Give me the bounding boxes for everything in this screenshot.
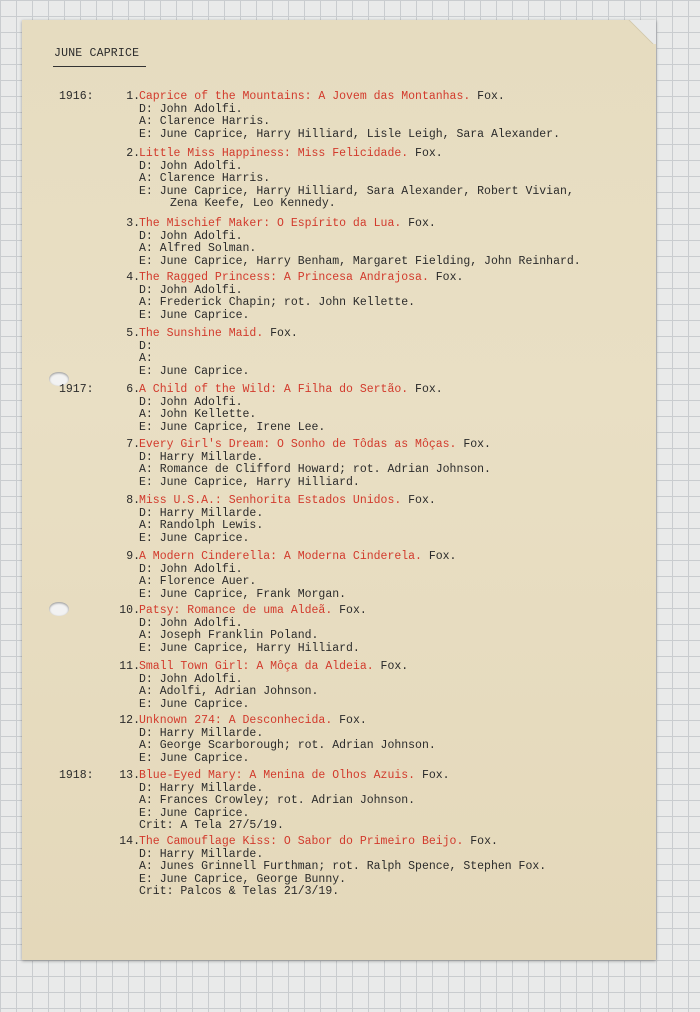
credit-line: E: June Caprice. <box>139 364 250 378</box>
credit-line: A: Clarence Harris. <box>139 115 271 129</box>
credit-line: D: Harry Millarde. <box>139 781 264 795</box>
film-studio: Fox. <box>332 604 367 617</box>
film-studio: Fox. <box>373 660 409 673</box>
film-title-line <box>139 147 443 160</box>
film-title-line <box>139 660 408 673</box>
credit-line: E: June Caprice, Irene Lee. <box>139 420 326 434</box>
film-title: Caprice of the Mountains: A Jovem das Montanhas. <box>139 90 471 103</box>
film-title-line <box>139 438 491 451</box>
credit-line: E: June Caprice. <box>139 531 250 545</box>
film-studio: Fox. <box>463 835 498 848</box>
film-studio: Fox. <box>401 217 436 230</box>
film-title: Every Girl's Dream: O Sonho de Tôdas as Môças. <box>139 438 457 451</box>
film-studio: Fox. <box>408 383 443 396</box>
credit-line: A: Romance de Clifford Howard; rot. Adrian Johnson. <box>139 463 491 477</box>
credit-line: A: Alfred Solman. <box>139 242 257 256</box>
credit-line: A: Adolfi, Adrian Johnson. <box>139 685 319 699</box>
film-title-line <box>139 604 367 617</box>
credit-line: A: <box>139 352 153 366</box>
credit-line: A: Clarence Harris. <box>139 172 271 186</box>
film-studio: Fox. <box>401 494 436 507</box>
credit-line: D: Harry Millarde. <box>139 726 264 740</box>
film-title: Little Miss Happiness: Miss Felicidade. <box>139 147 409 160</box>
film-title: The Mischief Maker: O Espírito da Lua. <box>139 217 402 230</box>
film-title: The Sunshine Maid. <box>139 327 264 340</box>
film-title-line <box>139 217 436 230</box>
credit-line: E: June Caprice, George Bunny. <box>139 872 347 886</box>
credit-line: D: <box>139 339 153 353</box>
credit-line: E: June Caprice, Harry Benham, Margaret Fielding, John Reinhard. <box>139 254 581 268</box>
entry-number: 4. <box>126 271 140 284</box>
credit-line: D: Harry Millarde. <box>139 450 264 464</box>
entry-year: 1917: <box>59 383 94 396</box>
film-title: The Ragged Princess: A Princesa Andrajosa. <box>139 271 429 284</box>
film-title-line <box>139 327 298 340</box>
entry-number: 9. <box>126 550 140 563</box>
credit-line: A: Florence Auer. <box>139 575 257 589</box>
credit-line: E: June Caprice. <box>139 751 250 765</box>
credit-line: D: Harry Millarde. <box>139 847 264 861</box>
film-title: Unknown 274: A Desconhecida. <box>139 714 333 727</box>
credit-line: D: John Adolfi. <box>139 159 243 173</box>
entry-number: 14. <box>119 835 140 848</box>
film-title-line <box>139 835 498 848</box>
film-studio: Fox. <box>428 271 464 284</box>
film-title-line <box>139 714 367 727</box>
film-title: A Child of the Wild: A Filha do Sertão. <box>139 383 409 396</box>
credit-line: E: June Caprice. <box>139 697 250 711</box>
credit-line: E: June Caprice. <box>139 308 250 322</box>
film-title-line <box>139 90 505 103</box>
credit-line: A: Frances Crowley; rot. Adrian Johnson. <box>139 794 416 808</box>
credit-line: E: June Caprice. <box>139 806 250 820</box>
entry-number: 7. <box>126 438 140 451</box>
film-studio: Fox. <box>456 438 491 451</box>
entry-number: 5. <box>126 327 140 340</box>
film-studio: Fox. <box>263 327 298 340</box>
film-studio: Fox. <box>421 550 457 563</box>
credit-line: D: Harry Millarde. <box>139 506 264 520</box>
film-title: The Camouflage Kiss: O Sabor do Primeiro Beijo. <box>139 835 464 848</box>
credit-line: A: Junes Grinnell Furthman; rot. Ralph Spence, Stephen Fox. <box>139 860 547 874</box>
entry-number: 13. <box>119 769 140 782</box>
film-title-line <box>139 494 436 507</box>
page-heading: JUNE CAPRICE <box>54 47 140 60</box>
credit-line: D: John Adolfi. <box>139 229 243 243</box>
credit-line: Crit: Palcos & Telas 21/3/19. <box>139 885 340 899</box>
film-studio: Fox. <box>415 769 450 782</box>
credit-line: A: John Kellette. <box>139 408 257 422</box>
credit-line: D: John Adolfi. <box>139 672 243 686</box>
entry-number: 6. <box>126 383 140 396</box>
film-studio: Fox. <box>470 90 505 103</box>
entry-number: 8. <box>126 494 140 507</box>
credit-line: D: John Adolfi. <box>139 283 243 297</box>
credit-line: E: June Caprice, Harry Hilliard, Lisle Leigh, Sara Alexander. <box>139 127 560 141</box>
entry-year: 1916: <box>59 90 94 103</box>
credit-line: A: Randolph Lewis. <box>139 519 264 533</box>
entry-number: 3. <box>126 217 140 230</box>
credit-line: E: June Caprice, Frank Morgan. <box>139 587 347 601</box>
credit-line: Crit: A Tela 27/5/19. <box>139 819 284 833</box>
credit-line: E: June Caprice, Harry Hilliard. <box>139 475 360 489</box>
credit-line: Zena Keefe, Leo Kennedy. <box>170 197 336 211</box>
credit-line: A: Frederick Chapin; rot. John Kellette. <box>139 296 416 310</box>
film-title-line <box>139 383 443 396</box>
credit-line: E: June Caprice, Harry Hilliard, Sara Alexander, Robert Vivian, <box>139 184 574 198</box>
film-title-line <box>139 550 456 563</box>
film-title-line <box>139 271 463 284</box>
film-title: A Modern Cinderella: A Moderna Cinderela. <box>139 550 422 563</box>
film-title: Small Town Girl: A Môça da Aldeia. <box>139 660 374 673</box>
credit-line: E: June Caprice, Harry Hilliard. <box>139 641 360 655</box>
film-title-line <box>139 769 450 782</box>
credit-line: A: Joseph Franklin Poland. <box>139 629 319 643</box>
credit-line: D: John Adolfi. <box>139 102 243 116</box>
film-title: Patsy: Romance de uma Aldeã. <box>139 604 333 617</box>
credit-line: D: John Adolfi. <box>139 562 243 576</box>
film-title: Miss U.S.A.: Senhorita Estados Unidos. <box>139 494 402 507</box>
film-studio: Fox. <box>408 147 443 160</box>
film-title: Blue-Eyed Mary: A Menina de Olhos Azuis. <box>139 769 416 782</box>
entry-number: 12. <box>119 714 140 727</box>
entry-year: 1918: <box>59 769 94 782</box>
film-studio: Fox. <box>332 714 367 727</box>
credit-line: A: George Scarborough; rot. Adrian Johnson. <box>139 739 436 753</box>
typed-page <box>22 20 656 960</box>
filmography-list <box>22 20 656 960</box>
credit-line: D: John Adolfi. <box>139 616 243 630</box>
entry-number: 1. <box>126 90 140 103</box>
entry-number: 11. <box>119 660 140 673</box>
credit-line: D: John Adolfi. <box>139 395 243 409</box>
entry-number: 10. <box>119 604 140 617</box>
entry-number: 2. <box>126 147 140 160</box>
